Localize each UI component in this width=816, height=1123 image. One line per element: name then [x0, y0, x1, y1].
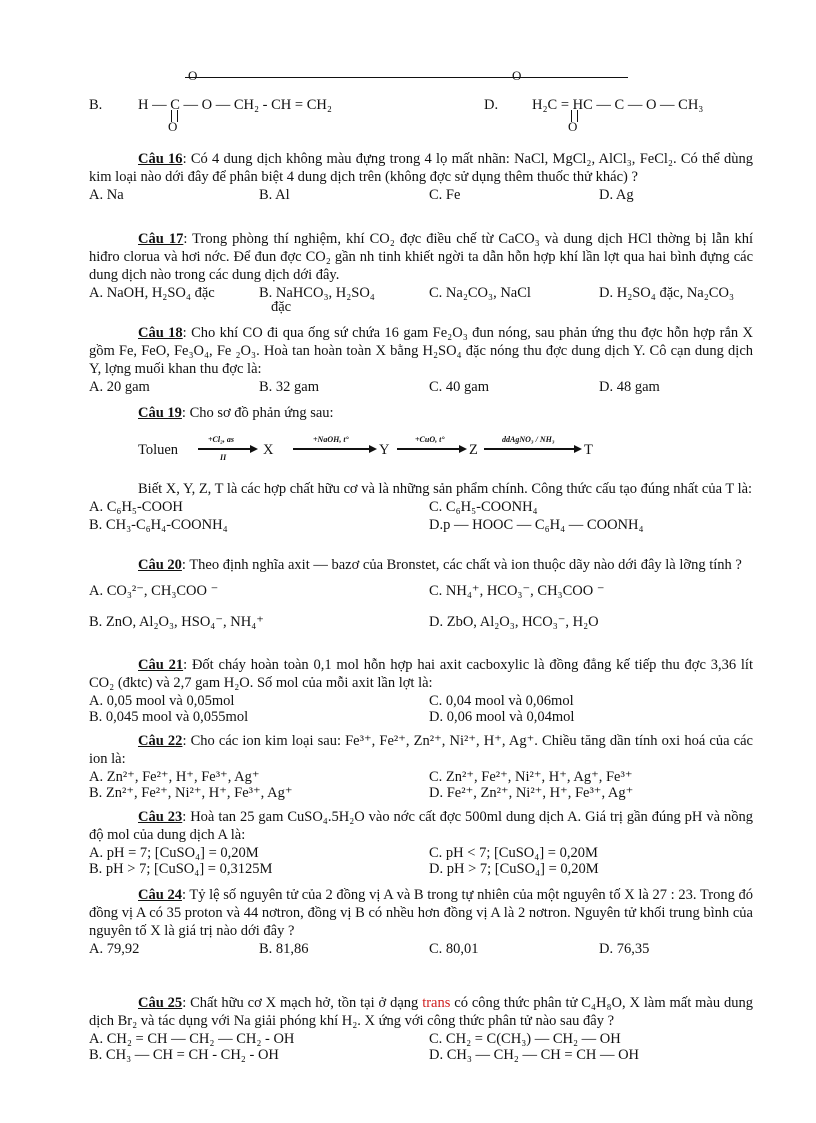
question-20 — [89, 556, 753, 631]
formula-b-label: B. — [89, 97, 103, 113]
formula-d: H₂C = HC — C — O — CH₃ — [532, 97, 704, 113]
option-b-continued: đặc — [271, 299, 292, 315]
option-c: C. 40 gam — [429, 379, 490, 395]
option-a: A. Na — [89, 187, 124, 203]
question-label: Câu 24 — [138, 887, 182, 903]
option-d: D. Ag — [599, 187, 634, 203]
question-label: Câu 23 — [138, 809, 183, 825]
formula-b: H — C — O — CH₂ - CH = CH₂ — [138, 97, 332, 113]
option-d: D. 0,06 mool và 0,04mol — [429, 709, 575, 725]
question-label: Câu 21 — [138, 657, 184, 673]
scheme-arrowhead-3 — [459, 445, 467, 453]
question-stem: : Trong phòng thí nghiệm, khí CO₂ đợc điều chế từ CaCO₃ và dung dịch HCl thờng bị lẫn khí hiđro clorua và hơi nớc. Để đun đợc CO₂ gần nh tinh khiết ngời ta dẫn hỗn hợp khí lần lợt qua hai bình đựng các dung dịch nào trong các dung dịch dới đây. — [89, 231, 754, 283]
question-stem-before: : Chất hữu cơ X mạch hở, tồn tại ở dạng — [182, 995, 423, 1011]
option-b: B. 0,045 mool và 0,055mol — [89, 709, 249, 725]
formula-d-bottom-o: O — [568, 119, 578, 134]
question-stem: : Theo định nghĩa axit — bazơ của Bronstet, các chất và ion thuộc dãy nào dới đây là lỡng tính ? — [181, 557, 742, 573]
scheme-arrowhead-1 — [250, 445, 258, 453]
top-rule — [185, 77, 628, 78]
option-a: A. Zn²⁺, Fe²⁺, H⁺, Fe³⁺, Ag⁺ — [89, 769, 260, 785]
question-stem-after: có công thức phân tử C₄H₈O, X làm mất màu dung dịch Br₂ và tác dụng với Na giải phóng khí H₂. X ứng với công thức phân tử nào sau đây ? — [89, 995, 753, 1029]
scheme-toluen: Toluen — [138, 442, 179, 458]
question-stem: : Hoà tan 25 gam CuSO₄.5H₂O vào nớc cất đợc 500ml dung dịch A. Giá trị gần đúng pH và nồng độ mol của dung dịch A là: — [89, 809, 753, 843]
scheme-r2-top: +NaOH, t° — [313, 435, 349, 444]
option-b: B. Al — [259, 187, 290, 203]
question-stem: : Cho khí CO đi qua ống sứ chứa 16 gam Fe₂O₃ đun nóng, sau phản ứng thu đợc hỗn hợp rắn X gồm Fe, FeO, Fe₃O₄, Fe ₂O₃. Hoà tan hoàn toàn X bằng H₂SO₄ đặc nóng thu đợc dung dịch Y. Cô cạn dung dịch Y, lợng muối khan thu đợc là: — [89, 325, 753, 377]
scheme-z: Z — [469, 442, 478, 458]
question-label: Câu 20 — [138, 557, 182, 573]
scheme-r3-top: +CuO, t° — [415, 435, 445, 444]
scheme-arrowhead-2 — [369, 445, 377, 453]
option-b: B. ZnO, Al₂O₃, HSO₄⁻, NH₄⁺ — [89, 614, 264, 630]
formula-b-bottom-o: O — [168, 119, 178, 134]
question-label: Câu 18 — [138, 325, 183, 341]
option-b: B. Zn²⁺, Fe²⁺, Ni²⁺, H⁺, Fe³⁺, Ag⁺ — [89, 785, 293, 801]
scheme-r4-top: ddAgNO₃ / NH₃ — [502, 435, 555, 444]
option-c: C. C₆H₅-COONH₄ — [429, 499, 538, 515]
option-b: B. 81,86 — [259, 941, 309, 957]
option-a: A. 0,05 mool và 0,05mol — [89, 693, 235, 709]
question-19 — [89, 404, 753, 422]
option-a: A. NaOH, H₂SO₄ đặc — [89, 285, 215, 301]
option-d: D. H₂SO₄ đặc, Na₂CO₃ — [599, 285, 734, 301]
option-d: D. pH > 7; [CuSO₄] = 0,20M — [429, 861, 599, 877]
question-24 — [89, 886, 753, 958]
formula-d-carbonyl-o: O — [512, 68, 522, 83]
option-c: C. Zn²⁺, Fe²⁺, Ni²⁺, H⁺, Ag⁺, Fe³⁺ — [429, 769, 633, 785]
option-d: D. ZbO, Al₂O₃, HCO₃⁻, H₂O — [429, 614, 599, 630]
option-b: B. CH₃-C₆H₄-COONH₄ — [89, 517, 228, 533]
formula-d-label: D. — [484, 97, 499, 113]
option-d: D. Fe²⁺, Zn²⁺, Ni²⁺, H⁺, Fe³⁺, Ag⁺ — [429, 785, 634, 801]
option-a: A. CO₃²⁻, CH₃COO ⁻ — [89, 583, 219, 599]
option-a: A. CH₂ = CH — CH₂ — CH₂ - OH — [89, 1031, 295, 1047]
option-d: D. 76,35 — [599, 941, 650, 957]
option-a: A. C₆H₅-COOH — [89, 499, 183, 515]
option-b: B. CH₃ — CH = CH - CH₂ - OH — [89, 1047, 279, 1063]
scheme-t: T — [584, 442, 593, 458]
question-label: Câu 25 — [138, 995, 183, 1011]
question-18 — [89, 324, 753, 396]
option-a: A. 79,92 — [89, 941, 140, 957]
question-label: Câu 19 — [138, 405, 182, 421]
question-21 — [89, 656, 753, 724]
option-a: A. 20 gam — [89, 379, 150, 395]
scheme-x: X — [263, 442, 274, 458]
question-stem: : Cho các ion kim loại sau: Fe³⁺, Fe²⁺, Zn²⁺, Ni²⁺, H⁺, Ag⁺. Chiều tăng dần tính oxi hoá của các ion là: — [89, 733, 753, 767]
option-c: C. 80,01 — [429, 941, 479, 957]
scheme-arrow-2 — [293, 448, 369, 450]
option-b: B. pH > 7; [CuSO₄] = 0,3125M — [89, 861, 273, 877]
question-19-after-text: Biết X, Y, Z, T là các hợp chất hữu cơ và là những sản phẩm chính. Công thức cấu tạo đúng nhất của T là: — [138, 481, 753, 497]
question-stem: : Đốt cháy hoàn toàn 0,1 mol hỗn hợp hai axit cacboxylic là đồng đẳng kế tiếp thu đợc 3,36 lít CO₂ (đktc) và 2,7 gam H₂O. Số mol của mỗi axit lần lợt là: — [89, 657, 753, 691]
question-label: Câu 16 — [138, 151, 183, 167]
option-c: C. Fe — [429, 187, 461, 203]
option-c: C. 0,04 mool và 0,06mol — [429, 693, 574, 709]
option-c: C. CH₂ = C(CH₃) — CH₂ — OH — [429, 1031, 621, 1047]
scheme-y: Y — [379, 442, 390, 458]
question-23 — [89, 808, 753, 876]
option-d: D.p — HOOC — C₆H₄ — COONH₄ — [429, 517, 644, 533]
question-stem: : Cho sơ đồ phản ứng sau: — [181, 405, 334, 421]
scheme-arrow-3 — [397, 448, 459, 450]
scheme-r1-bottom: II — [220, 453, 227, 462]
option-b: B. 32 gam — [259, 379, 320, 395]
option-c: C. NH₄⁺, HCO₃⁻, CH₃COO ⁻ — [429, 583, 605, 599]
question-stem: : Tỷ lệ số nguyên tử của 2 đồng vị A và B trong tự nhiên của một nguyên tố X là 27 : 23. Trong đó đồng vị A có 35 proton và 44 nơtron, đồng vị B có nhều hơn đồng vị A là 2 nơtron. Nguyên tử khối trung bình của nguyên tố X là giá trị nào dới đây ? — [89, 887, 753, 939]
question-22 — [89, 732, 753, 800]
trans-highlight: trans — [422, 995, 451, 1011]
question-25 — [89, 994, 753, 1062]
scheme-arrow-1 — [198, 448, 250, 450]
scheme-r1-top: +Cl₂, as — [208, 435, 235, 444]
question-stem: : Có 4 dung dịch không màu đựng trong 4 lọ mất nhãn: NaCl, MgCl₂, AlCl₃, FeCl₂. Có thể dùng kim loại nào dới đây để phân biệt 4 dung dịch trên (không đợc sử dụng thêm thuốc thử khác) ? — [89, 151, 753, 185]
option-d: D. CH₃ — CH₂ — CH = CH — OH — [429, 1047, 640, 1063]
scheme-arrow-4 — [484, 448, 574, 450]
question-19-continued — [89, 480, 753, 534]
question-label: Câu 22 — [138, 733, 183, 749]
question-16 — [89, 150, 753, 204]
option-a: A. pH = 7; [CuSO₄] = 0,20M — [89, 845, 259, 861]
option-c: C. pH < 7; [CuSO₄] = 0,20M — [429, 845, 598, 861]
formula-b-carbonyl-o: O — [188, 68, 198, 83]
question-label: Câu 17 — [138, 231, 184, 247]
option-b: B. NaHCO₃, H₂SO₄ — [259, 285, 375, 301]
option-d: D. 48 gam — [599, 379, 660, 395]
scheme-arrowhead-4 — [574, 445, 582, 453]
question-17 — [89, 230, 753, 318]
option-c: C. Na₂CO₃, NaCl — [429, 285, 531, 301]
